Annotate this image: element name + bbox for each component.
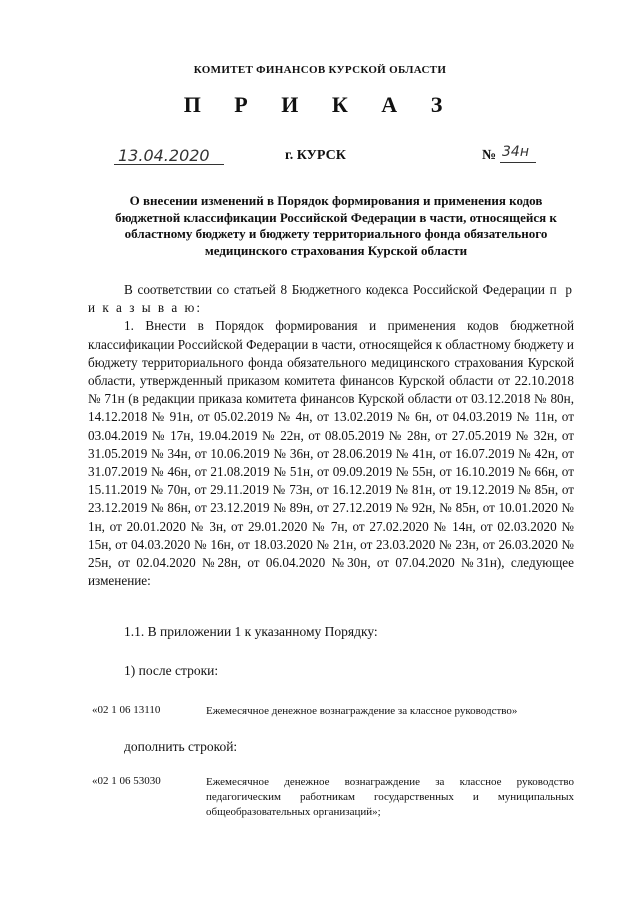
committee-header: КОМИТЕТ ФИНАНСОВ КУРСКОЙ ОБЛАСТИ — [193, 64, 447, 76]
date-underline — [114, 164, 224, 165]
order-subject: О внесении изменений в Порядок формирования и применения кодов бюджетной классификации Российской Федерации в части, относящейся к областному бюджету и бюджету территориального фонда обязательного медицинского страхования Курской области — [115, 193, 557, 258]
sub-item-after-row: 1) после строки: — [124, 663, 219, 678]
number-underline — [500, 162, 536, 163]
sub-item-1-1: 1.1. В приложении 1 к указанному Порядку: — [124, 624, 378, 639]
number-label: № — [482, 148, 497, 163]
handwritten-number — [502, 144, 529, 160]
item-1-paragraph: 1. Внести в Порядок формирования и применения кодов бюджетной классификации Российской Федерации в части, относящейся к областному бюджету и бюджету территориального фонда обязательного медицинского страхования Курской области, утвержденный приказом комитета финансов Курской области от 22.10.2018 № 71н (в редакции приказа комитета финансов Курской области от 03.12.2018 № 80н, 14.12.2018 № 91н, от 05.02.2019 № 4н, от 13.02.2019 № 6н, от 04.03.2019 № 11н, от 03.04.2019 № 17н, 19.04.2019 № 22н, от 08.05.2019 № 28н, от 27.05.2019 № 32н, от 31.05.2019 № 34н, от 10.06.2019 № 36н, от 28.06.2019 № 41н, от 16.07.2019 № 42н, от 31.07.2019 № 46н, от 21.08.2019 № 51н, от 09.09.2019 № 55н, от 16.10.2019 № 66н, от 15.11.2019 № 70н, от 29.11.2019 № 73н, от 16.12.2019 № 81н, от 19.12.2019 № 85н, от 23.12.2019 № 86н, от 23.12.2019 № 89н, от 27.12.2019 № 92н, № 85н, от 10.01.2020 № 1н, от 20.01.2020 № 3н, от 29.01.2020 № 7н, от 27.02.2020 № 14н, от 02.03.2020 № 15н, от 04.03.2020 № 16н, от 18.03.2020 № 21н, от 23.03.2020 № 23н, от 26.03.2020 № 25н, от 02.04.2020 №28н, от 06.04.2020 №30н, от 07.04.2020 №31н), следующее изменение: — [88, 318, 574, 589]
orders-word: п р и к а з ы в а ю: — [88, 282, 575, 316]
number-value: 34н — [502, 144, 529, 160]
date-value: 13.04.2020 — [118, 146, 210, 165]
order-body — [88, 281, 574, 590]
handwritten-date — [118, 146, 210, 165]
row-1-code: «02 1 06 13110 — [92, 704, 161, 716]
city-label: г. КУРСК — [285, 148, 346, 163]
row-2-description: Ежемесячное денежное вознаграждение за классное руководство педагогическим работникам государственных и муниципальных общеобразовательных организаций»; — [206, 776, 574, 818]
intro-paragraph — [88, 281, 574, 317]
row-1-description: Ежемесячное денежное вознаграждение за классное руководство» — [206, 705, 518, 717]
document-title: П Р И К А З — [183, 92, 457, 117]
row-2-code: «02 1 06 53030 — [92, 775, 161, 787]
add-row-label: дополнить строкой: — [124, 739, 238, 754]
intro-text: В соответствии со статьей 8 Бюджетного кодекса Российской Федерации — [124, 282, 545, 297]
